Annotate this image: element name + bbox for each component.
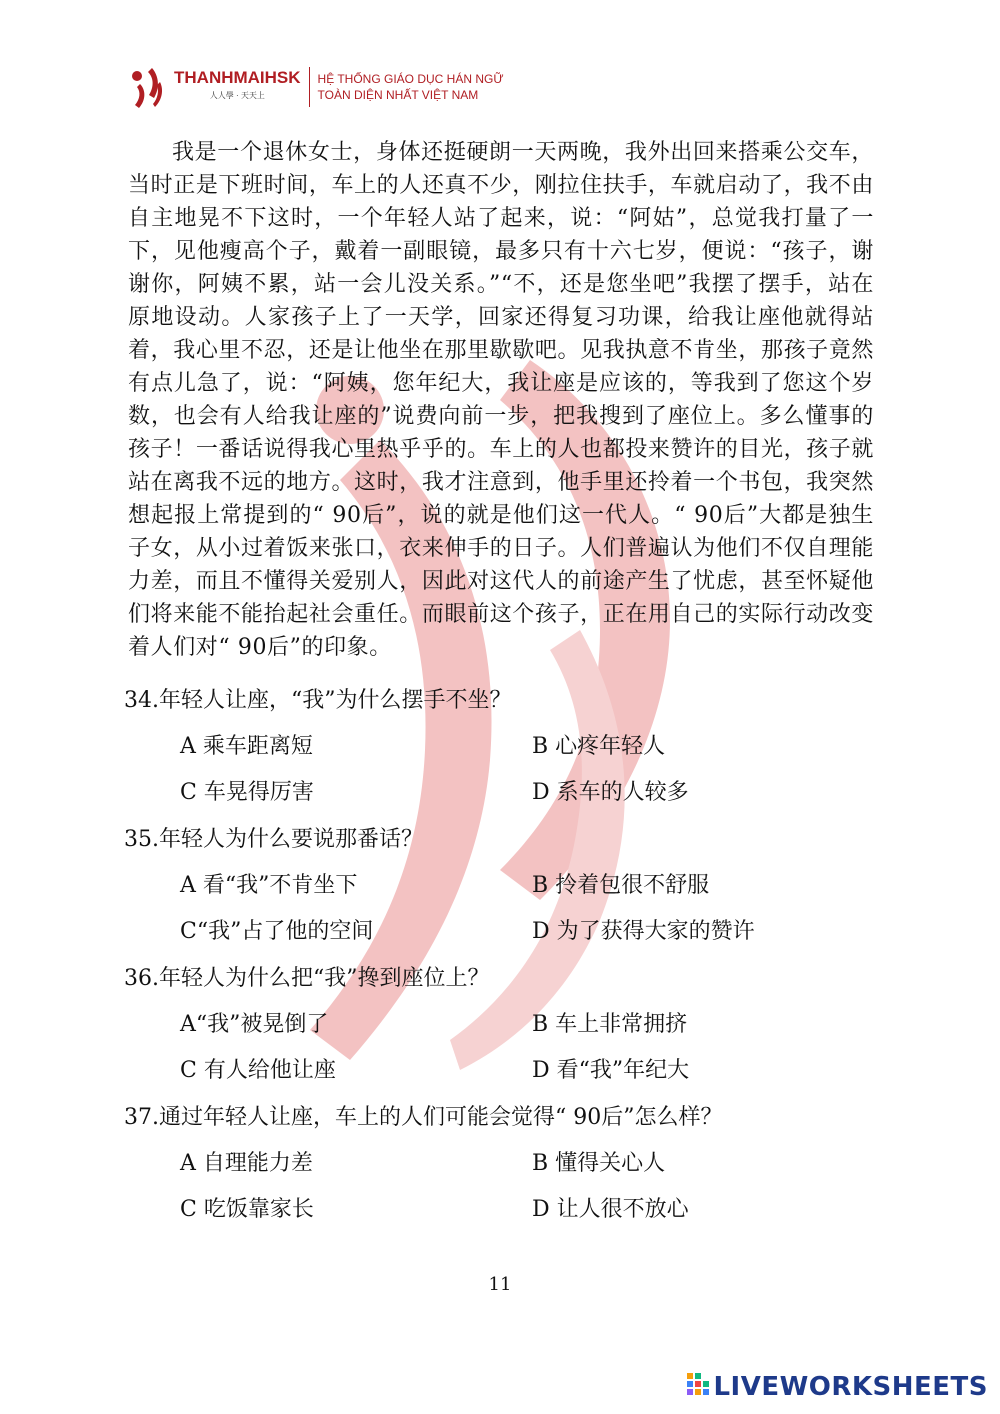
question-35: 35.年轻人为什么要说那番话？ <box>124 827 423 852</box>
option-d: D 让人很不放心 <box>532 1197 689 1222</box>
reading-passage <box>128 136 874 664</box>
option-c: C 有人给他让座 <box>180 1058 336 1083</box>
option-c: C 车晃得厉害 <box>180 780 314 805</box>
option-c: C“我”占了他的空间 <box>180 919 374 944</box>
option-a: A 乘车距离短 <box>180 734 313 759</box>
option-d: D 系车的人较多 <box>532 780 689 805</box>
option-d: D 看“我”年纪大 <box>532 1058 690 1083</box>
brand-slogan: 人人學 · 天天上 <box>209 91 265 100</box>
option-d: D 为了获得大家的赞许 <box>532 919 755 944</box>
brand-name: THANHMAIHSK 人人學 · 天天上 <box>174 69 301 105</box>
question-list <box>124 677 884 1233</box>
header-divider <box>309 67 310 107</box>
header <box>126 62 504 112</box>
page-number: 11 <box>488 1274 512 1295</box>
liveworksheets-label: LIVEWORKSHEETS <box>713 1372 988 1402</box>
question-block <box>124 677 884 816</box>
option-b: B 心疼年轻人 <box>532 734 666 759</box>
question-block <box>124 1094 884 1233</box>
liveworksheets-icon <box>687 1373 709 1401</box>
option-b: B 拎着包很不舒服 <box>532 873 710 898</box>
option-a: A 自理能力差 <box>180 1151 313 1176</box>
question-34: 34.年轻人让座，“我”为什么摆手不坐？ <box>124 688 512 713</box>
question-36: 36.年轻人为什么把“我”搀到座位上？ <box>124 966 490 991</box>
passage-text: 我是一个退休女士，身体还挺硬朗一天两晚，我外出回来搭乘公交车，当时正是下班时间，车上的人还真不少，刚拉住扶手，车就启动了，我不由自主地晃不下这时，一个年轻人站了起来，说：“阿姑”，总觉我打量了一下，见他瘦高个子，戴着一副眼镜，最多只有十六七岁，便说：“孩子，谢谢你，阿姨不累，站一会儿没关系。”“不，还是您坐吧”我摆了摆手，站在原地设动。人家孩子上了一天学，回家还得复习功课，给我让座他就得站着，我心里不忍，还是让他坐在那里歇歇吧。见我执意不肯坐，那孩子竟然有点儿急了，说：“阿姨，您年纪大，我让座是应该的，等我到了您这个岁数，也会有人给我让座的”说费向前一步，把我搜到了座位上。多么懂事的孩子！一番话说得我心里热乎乎的。车上的人也都投来赞许的目光，孩子就站在离我不远的地方。这时，我才注意到，他手里还拎着一个书包，我突然想起报上常提到的“ 90后”，说的就是他们这一代人。“ 90后”大都是独生子女，从小过着饭来张口，衣来伸手的日子。人们普遍认为他们不仅自理能力差，而且不懂得关爱别人，因此对这代人的前途产生了忧虑，甚至怀疑他们将来能不能抬起社会重任。而眼前这个孩子，正在用自己的实际行动改变着人们对“ 90后”的印象。 <box>128 140 874 660</box>
question-block <box>124 816 884 955</box>
liveworksheets-badge[interactable] <box>687 1372 988 1402</box>
option-a: A 看“我”不肯坐下 <box>180 873 358 898</box>
option-c: C 吃饭靠家长 <box>180 1197 314 1222</box>
option-b: B 懂得关心人 <box>532 1151 666 1176</box>
option-b: B 车上非常拥挤 <box>532 1012 688 1037</box>
option-a: A“我”被晃倒了 <box>180 1012 329 1037</box>
question-block <box>124 955 884 1094</box>
logo-icon <box>126 64 172 110</box>
question-37: 37.通过年轻人让座，车上的人们可能会觉得“ 90后”怎么样？ <box>124 1105 723 1130</box>
header-tagline: HỆ THỐNG GIÁO DỤC HÁN NGỮ TOÀN DIỆN NHẤT VIỆT NAM <box>317 72 504 102</box>
